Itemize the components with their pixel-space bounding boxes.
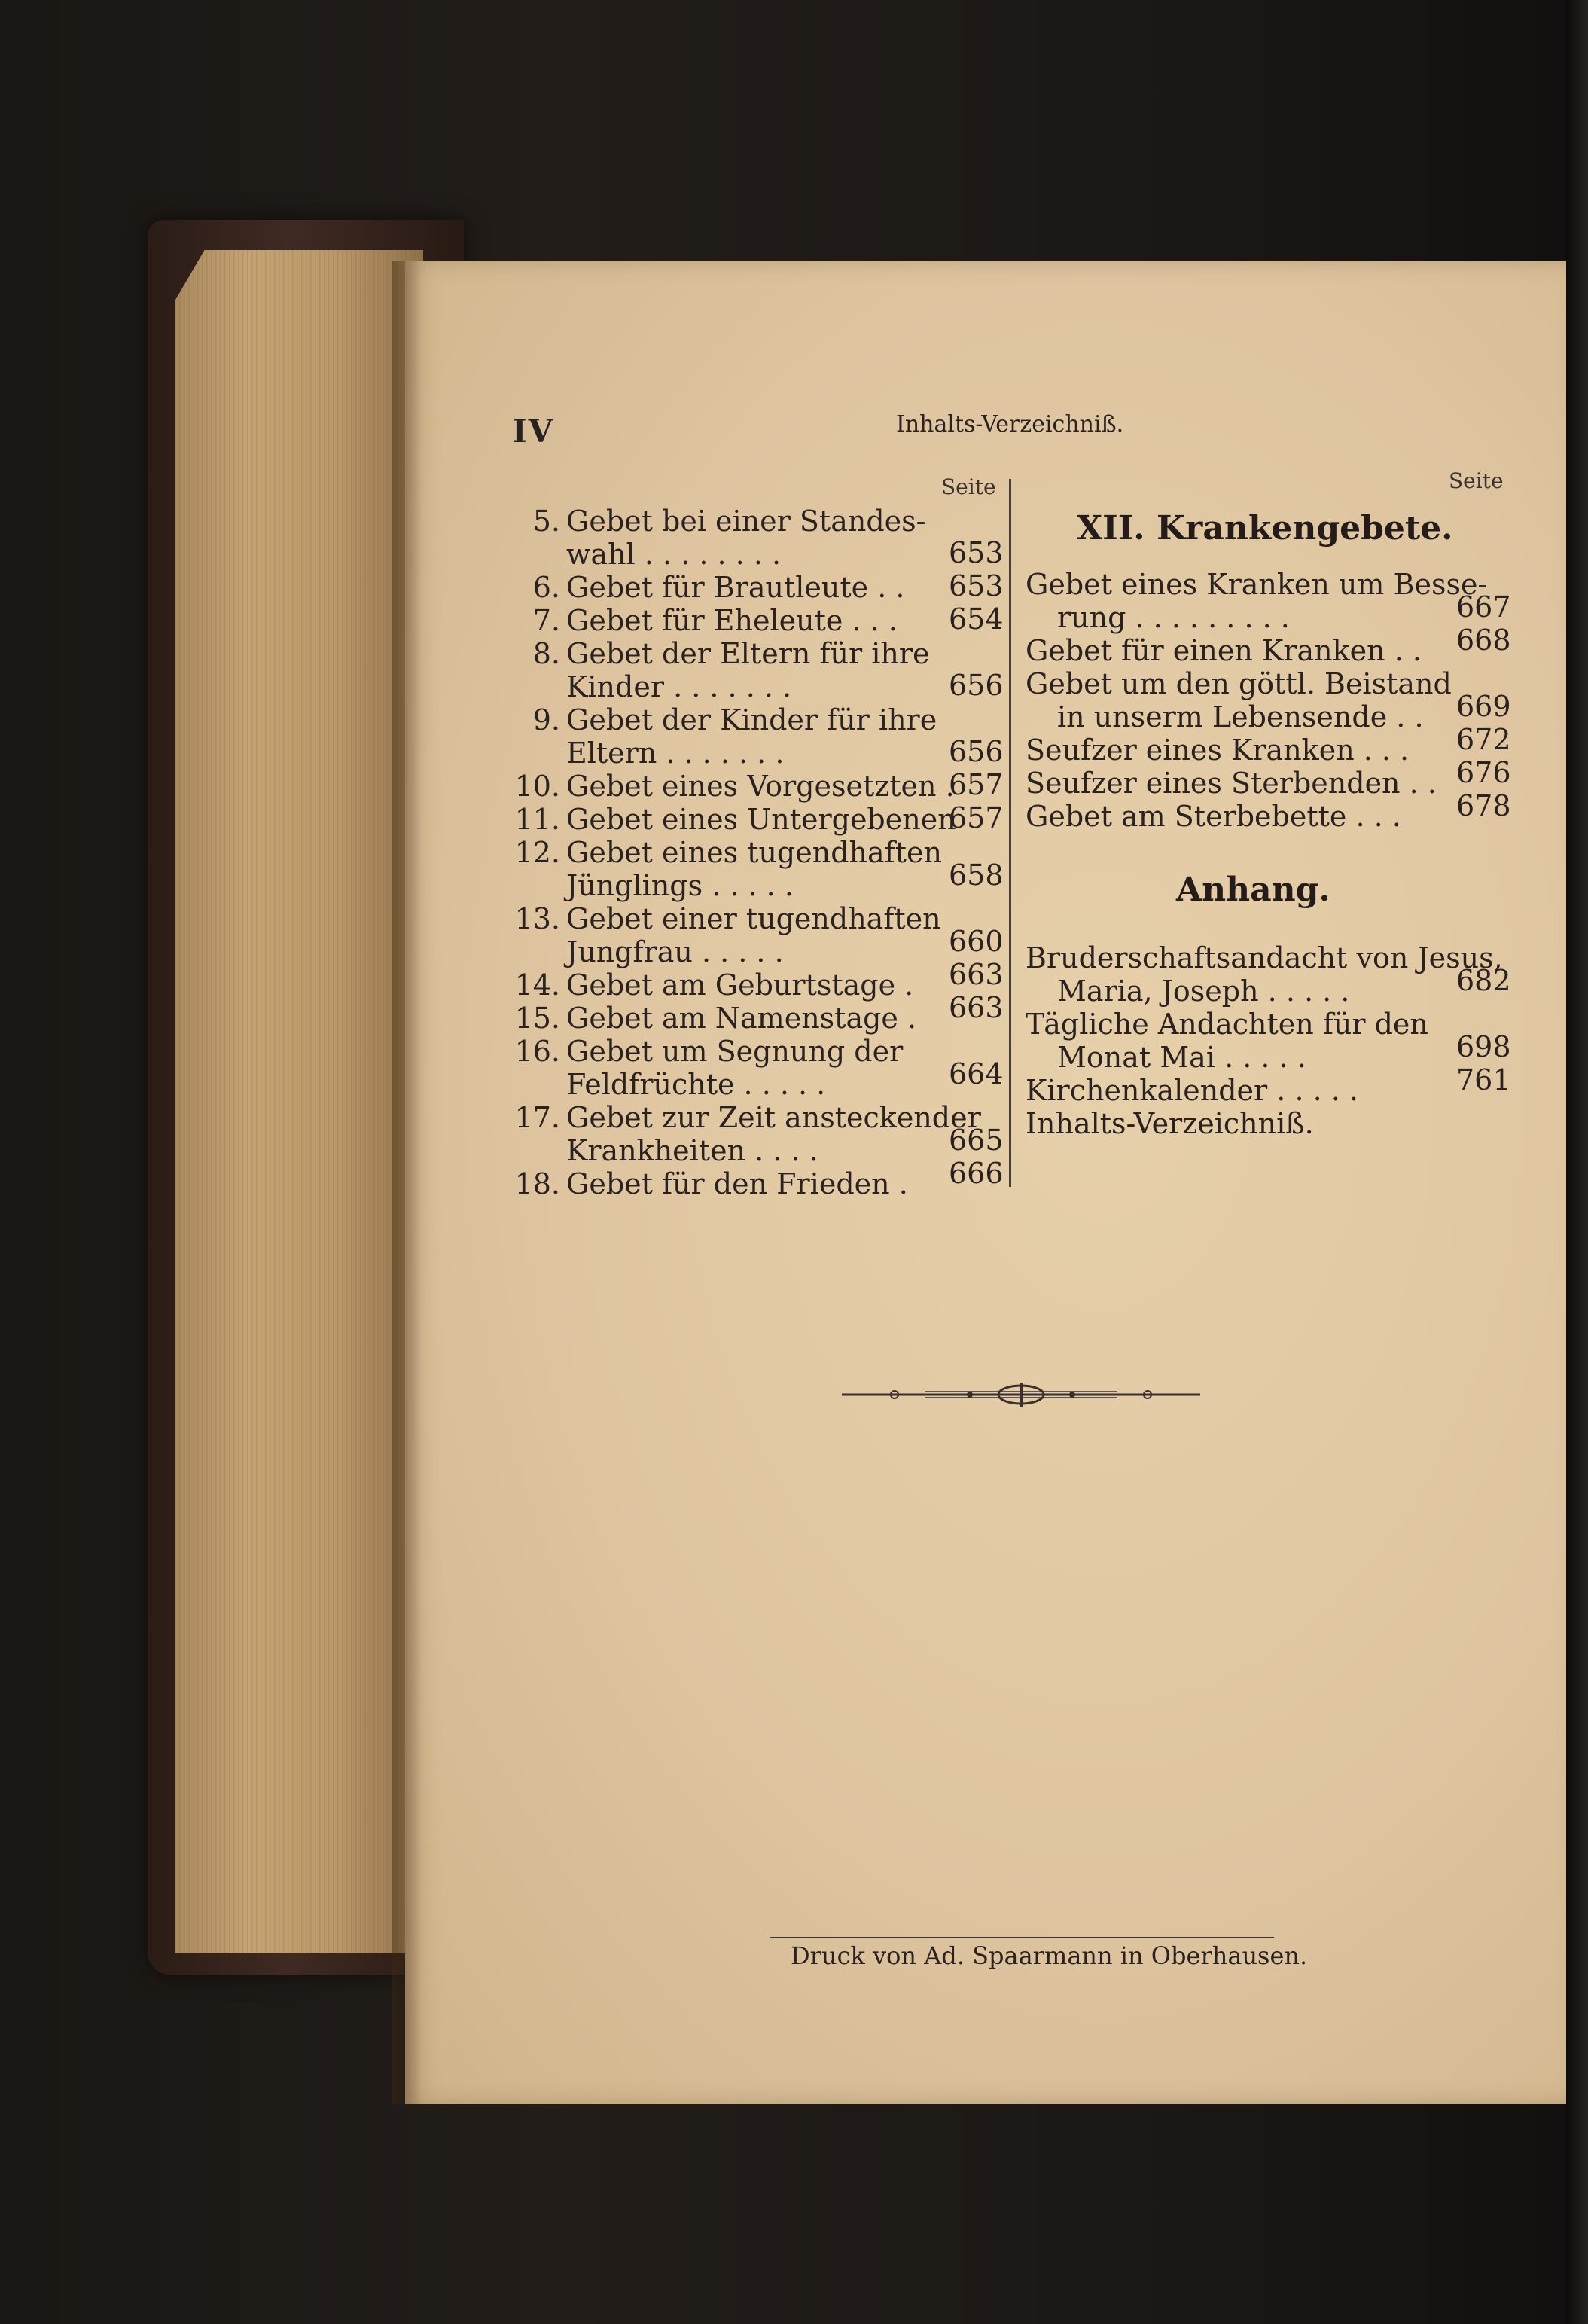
left-page-label: Seite [941,474,996,499]
toc-right-page-5: 676 [1456,756,1511,789]
section-title-krankengebete: XII. Krankengebete. [1077,509,1453,547]
toc-entry-8-cont: Kinder . . . . . . . [566,670,792,703]
toc-page-12: 658 [949,859,1004,892]
right-page-label: Seite [1449,468,1504,493]
toc-page-18: 666 [949,1157,1004,1190]
toc-page-13: 660 [949,925,1004,958]
page-edges [175,250,423,1953]
toc-page-7: 654 [949,602,1004,636]
toc-entry-14: 14. Gebet am Geburtstage . [514,968,914,1002]
toc-right-entry-4: Seufzer eines Kranken . . . [1026,733,1410,767]
toc-page-10: 657 [949,768,1004,801]
toc-right-page-6: 678 [1456,789,1511,822]
gutter-shadow [392,261,422,2104]
column-divider [1009,479,1011,1187]
toc-entry-6: 6. Gebet für Brautleute . . [532,571,905,604]
toc-entry-5: 5. Gebet bei einer Standes- [532,505,926,538]
toc-entry-10: 10. Gebet eines Vorgesetzten . [514,770,955,803]
toc-entry-17: 17. Gebet zur Zeit ansteckender [514,1101,981,1134]
toc-page-14: 663 [949,958,1004,991]
toc-right-page-2: 668 [1456,624,1511,657]
toc-appendix-entry-1-cont: Maria, Joseph . . . . . [1057,974,1350,1008]
toc-entry-12: 12. Gebet eines tugendhaften [514,836,942,869]
footer-rule [770,1937,1274,1938]
toc-right-entry-3-cont: in unserm Lebensende . . [1057,700,1424,733]
toc-page-9: 656 [949,735,1004,768]
toc-right-page-3: 669 [1456,690,1511,723]
toc-page-11: 657 [949,801,1004,834]
toc-entry-13-cont: Jungfrau . . . . . [566,935,784,968]
toc-entry-15: 15. Gebet am Namenstage . [514,1002,917,1035]
toc-right-entry-6: Gebet am Sterbebette . . . [1026,800,1401,833]
toc-entry-13: 13. Gebet einer tugendhaften [514,902,941,935]
toc-appendix-entry-2-cont: Monat Mai . . . . . [1057,1041,1306,1074]
toc-right-entry-3: Gebet um den göttl. Beistand [1026,667,1452,700]
toc-right-entry-2: Gebet für einen Kranken . . [1026,634,1422,667]
page-number: IV [512,413,555,450]
printer-imprint: Druck von Ad. Spaarmann in Oberhausen. [791,1941,1308,1970]
ornament-rule [842,1381,1200,1408]
running-head: Inhalts-Verzeichniß. [896,411,1124,438]
toc-page-5: 653 [949,536,1004,569]
toc-appendix-entry-4: Inhalts-Verzeichniß. [1026,1107,1314,1140]
toc-page-8: 656 [949,669,1004,702]
toc-appendix-entry-2: Tägliche Andachten für den [1026,1008,1428,1041]
toc-appendix-page-3: 761 [1456,1063,1511,1096]
toc-right-entry-5: Seufzer eines Sterbenden . . [1026,767,1437,800]
toc-appendix-entry-3: Kirchenkalender . . . . . [1026,1074,1358,1107]
toc-right-entry-1: Gebet eines Kranken um Besse- [1026,568,1488,601]
toc-entry-9-cont: Eltern . . . . . . . [566,737,785,770]
toc-entry-12-cont: Jünglings . . . . . [566,869,794,902]
toc-entry-16: 16. Gebet um Segnung der [514,1035,904,1068]
toc-entry-18: 18. Gebet für den Frieden . [514,1167,908,1200]
toc-appendix-entry-1: Bruderschaftsandacht von Jesus, [1026,941,1503,974]
toc-page-6: 653 [949,569,1004,602]
toc-entry-17-cont: Krankheiten . . . . [566,1134,818,1167]
toc-page-15: 663 [949,991,1004,1024]
toc-right-entry-1-cont: rung . . . . . . . . . [1057,601,1290,634]
toc-right-page-1: 667 [1456,590,1511,624]
toc-entry-16-cont: Feldfrüchte . . . . . [566,1068,826,1101]
toc-entry-9: 9. Gebet der Kinder für ihre [532,703,937,737]
toc-entry-5-cont: wahl . . . . . . . . [566,538,782,571]
toc-appendix-page-1: 682 [1456,964,1511,997]
toc-entry-8: 8. Gebet der Eltern für ihre [532,637,930,670]
toc-entry-11: 11. Gebet eines Untergebenen [514,803,956,836]
section-title-anhang: Anhang. [1176,871,1330,909]
toc-page-17: 665 [949,1124,1004,1157]
toc-entry-7: 7. Gebet für Eheleute . . . [532,604,898,637]
toc-page-16: 664 [949,1057,1004,1090]
toc-right-page-4: 672 [1456,723,1511,756]
toc-appendix-page-2: 698 [1456,1030,1511,1063]
table-edge [1565,0,1588,2324]
